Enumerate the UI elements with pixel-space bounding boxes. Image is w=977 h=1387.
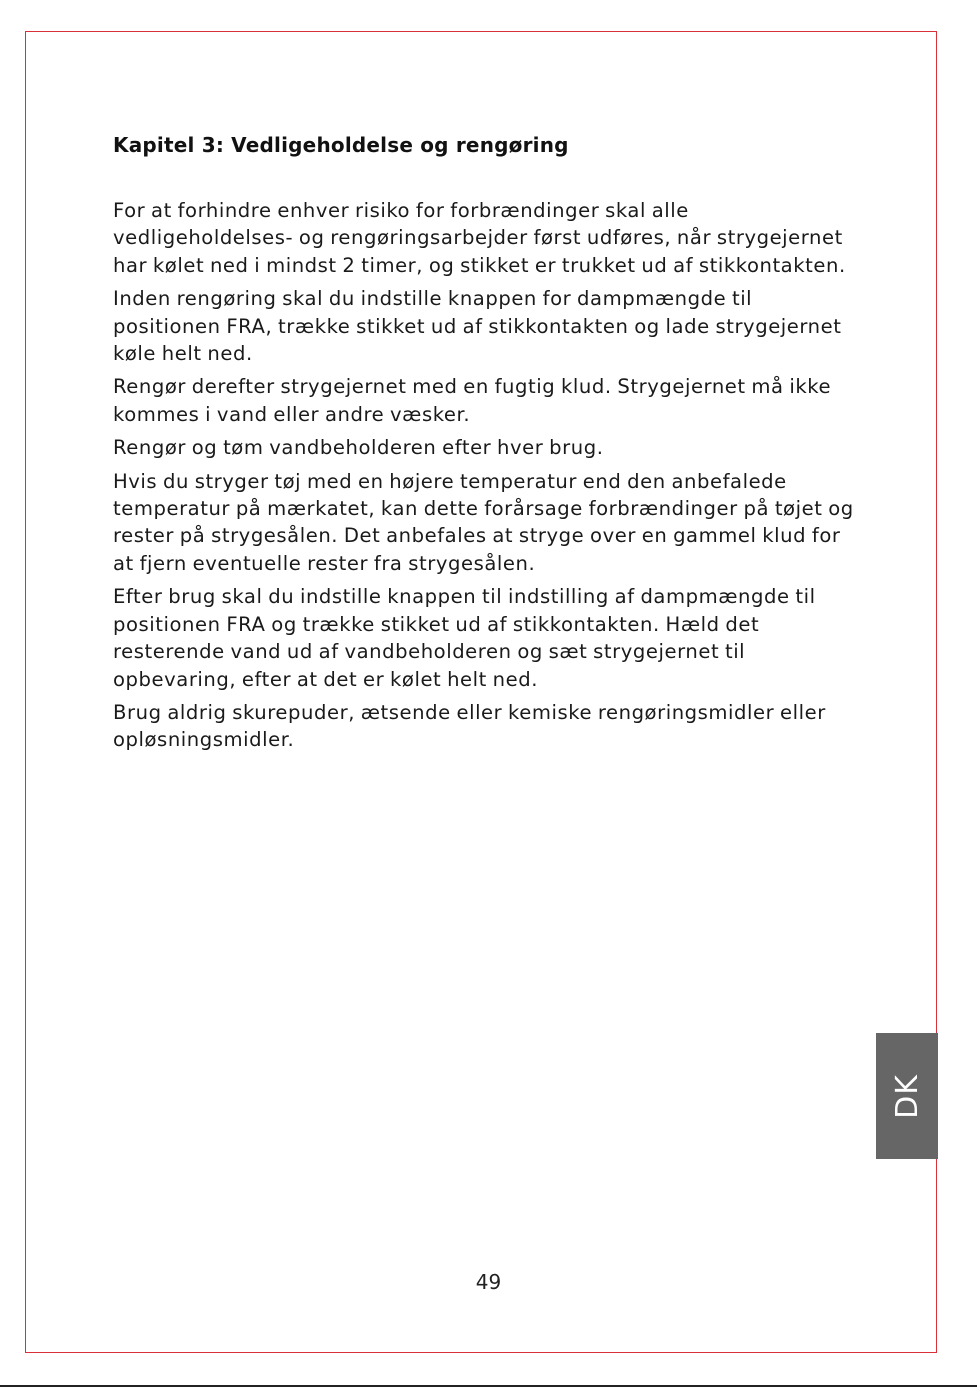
paragraph-after-use: Efter brug skal du indstille knappen til indstilling af dampmængde til positionen FRA og trække stikket ud af stikkontakten. Hæld det resterende vand ud af vandbeholderen og sæt strygejernet til opbevaring, efter at det er kølet helt ned.	[113, 585, 816, 691]
page-number: 49	[475, 1270, 502, 1294]
language-tab-label: DK	[889, 1073, 925, 1119]
paragraph-empty-tank: Rengør og tøm vandbeholderen efter hver brug.	[113, 436, 604, 460]
paragraph-before-cleaning: Inden rengøring skal du indstille knappen for dampmængde til positionen FRA, trække stikket ud af stikkontakten og lade strygejernet køle helt ned.	[113, 287, 842, 366]
language-tab	[876, 1033, 938, 1159]
paragraph-no-abrasives: Brug aldrig skurepuder, ætsende eller kemiske rengøringsmidler eller opløsningsmidler.	[113, 700, 826, 752]
chapter-title: Kapitel 3: Vedligeholdelse og rengøring	[113, 133, 569, 157]
paragraph-safety-warning: For at forhindre enhver risiko for forbrændinger skal alle vedligeholdelses- og rengøringsarbejder først udføres, når strygejernet har kølet ned i mindst 2 timer, og stikket er trukket ud af stikkontakten.	[113, 199, 846, 277]
paragraph-residue: Hvis du stryger tøj med en højere temperatur end den anbefalede temperatur på mærkatet, kan dette forårsage forbrændinger på tøjet og rester på strygesålen. Det anbefales at stryge over en gammel klud for at fjern eventuelle rester fra strygesålen.	[113, 469, 854, 575]
paragraph-clean-iron: Rengør derefter strygejernet med en fugtig klud. Strygejernet må ikke kommes i vand eller andre væsker.	[113, 375, 832, 426]
page-content	[113, 131, 863, 760]
